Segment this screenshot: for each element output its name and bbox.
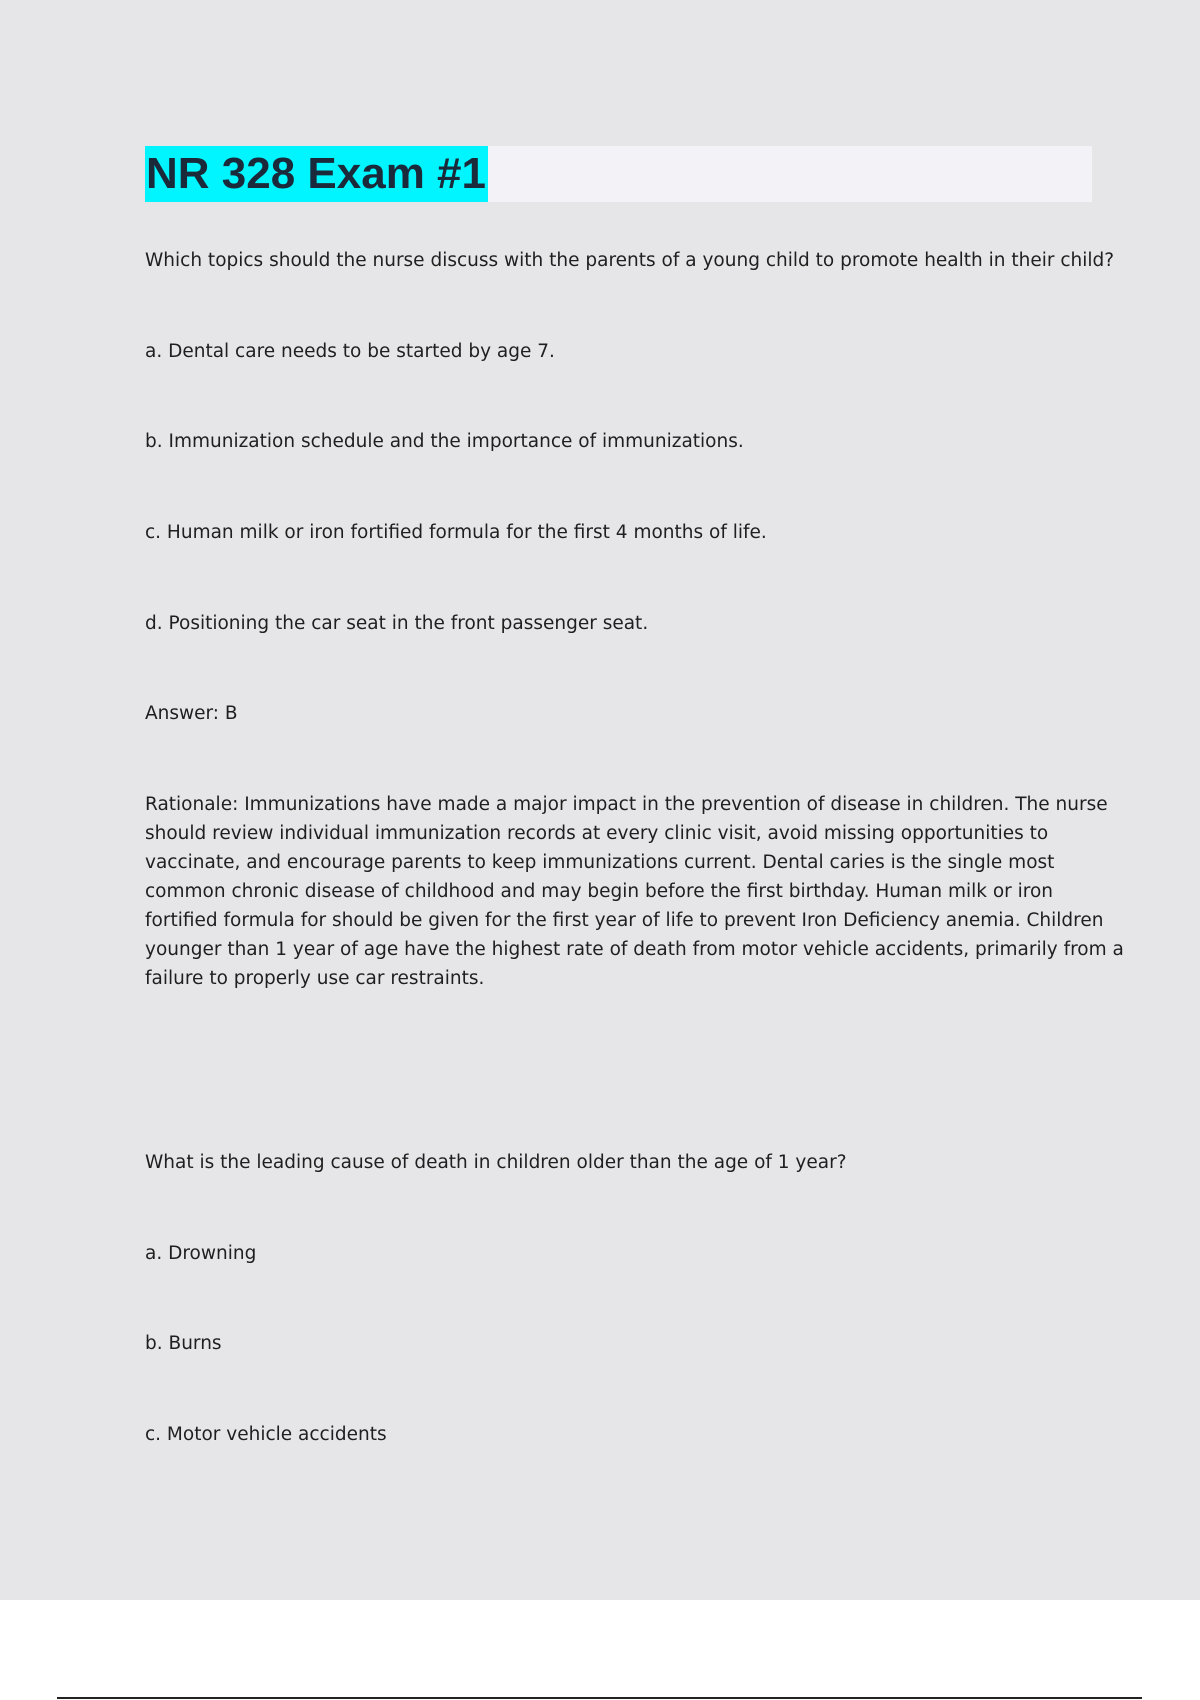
rationale-line: failure to properly use car restraints. bbox=[145, 968, 485, 989]
question-2-option-a: a. Drowning bbox=[145, 1243, 257, 1264]
question-1-rationale bbox=[145, 790, 1124, 993]
rationale-line: fortified formula for should be given for the first year of life to prevent Iron Deficiency anemia. Children bbox=[145, 910, 1104, 931]
page-divider bbox=[57, 1697, 1142, 1699]
question-1-answer: Answer: B bbox=[145, 703, 238, 724]
title-bar bbox=[145, 146, 1092, 202]
document-title: NR 328 Exam #1 bbox=[145, 146, 488, 202]
question-2-stem: What is the leading cause of death in children older than the age of 1 year? bbox=[145, 1152, 847, 1173]
question-1-stem: Which topics should the nurse discuss with the parents of a young child to promote health in their child? bbox=[145, 250, 1115, 271]
rationale-line: should review individual immunization records at every clinic visit, avoid missing opportunities to bbox=[145, 823, 1049, 844]
question-1-option-a: a. Dental care needs to be started by age 7. bbox=[145, 341, 555, 362]
rationale-line: Rationale: Immunizations have made a major impact in the prevention of disease in children. The nurse bbox=[145, 794, 1108, 815]
rationale-line: vaccinate, and encourage parents to keep immunizations current. Dental caries is the single most bbox=[145, 852, 1055, 873]
question-1-option-c: c. Human milk or iron fortified formula for the first 4 months of life. bbox=[145, 522, 767, 543]
question-2-option-b: b. Burns bbox=[145, 1333, 222, 1354]
question-1-option-b: b. Immunization schedule and the importance of immunizations. bbox=[145, 431, 744, 452]
question-1-option-d: d. Positioning the car seat in the front passenger seat. bbox=[145, 613, 649, 634]
question-2-option-c: c. Motor vehicle accidents bbox=[145, 1424, 387, 1445]
rationale-line: common chronic disease of childhood and may begin before the first birthday. Human milk or iron bbox=[145, 881, 1054, 902]
rationale-line: younger than 1 year of age have the highest rate of death from motor vehicle accidents, primarily from a bbox=[145, 939, 1124, 960]
